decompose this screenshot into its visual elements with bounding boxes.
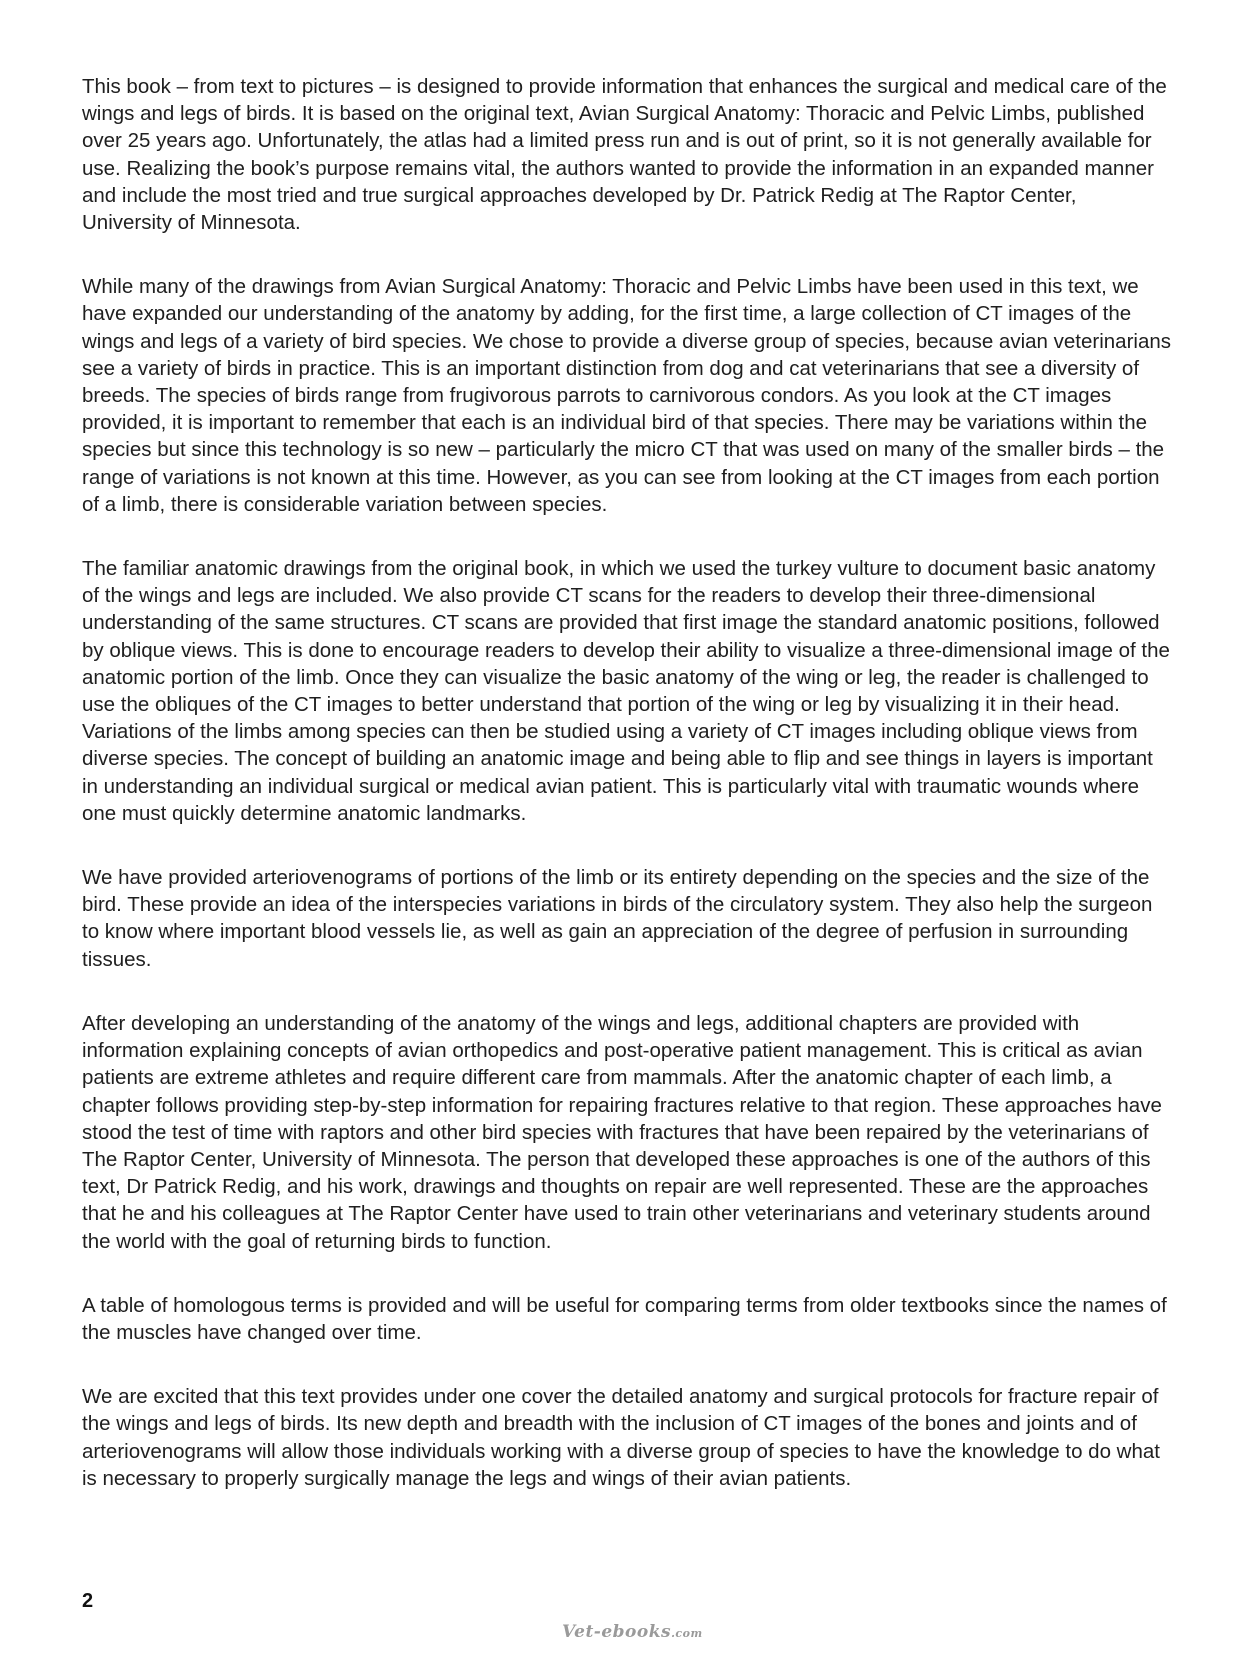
paragraph-arteriovenograms: We have provided arteriovenograms of portions of the limb or its entirety depending on the species and the size of the bird. These provide an idea of the interspecies variations in birds of the circulatory system. They also help the surgeon to know where important blood vessels lie, as well as gain an appreciation of the degree of perfusion in surrounding tissues. bbox=[82, 866, 1153, 971]
page-body bbox=[82, 73, 1172, 1529]
paragraph-homologous-terms: A table of homologous terms is provided and will be useful for comparing terms from older textbooks since the names of the muscles have changed over time. bbox=[82, 1293, 1167, 1344]
paragraph-conclusion: We are excited that this text provides under one cover the detailed anatomy and surgical protocols for fracture repair of the wings and legs of birds. Its new depth and breadth with the inclusion of CT images of the bones and joints and of arteriovenograms will allow those individuals working with a diverse group of species to have the knowledge to do what is necessary to properly surgically manage the legs and wings of their avian patients. bbox=[82, 1385, 1160, 1490]
paragraph-orthopedics: After developing an understanding of the anatomy of the wings and legs, additional chapters are provided with information explaining concepts of avian orthopedics and post-operative patient management. This is critical as avian patients are extreme athletes and require different care from mammals. After the anatomic chapter of each limb, a chapter follows providing step-by-step information for repairing fractures relative to that region. These approaches have stood the test of time with raptors and other bird species with fractures that have been repaired by the veterinarians of The Raptor Center, University of Minnesota. The person that developed these approaches is one of the authors of this text, Dr Patrick Redig, and his work, drawings and thoughts on repair are well represented. These are the approaches that he and his colleagues at The Raptor Center have used to train other veterinarians and veterinary students around the world with the goal of returning birds to function. bbox=[82, 1011, 1162, 1253]
paragraph-anatomic-drawings: The familiar anatomic drawings from the original book, in which we used the turkey vulture to document basic anatomy of the wings and legs are included. We also provide CT scans for the readers to develop their three-dimensional understanding of the same structures. CT scans are provided that first image the standard anatomic positions, followed by oblique views. This is done to encourage readers to develop their ability to visualize a three-dimensional image of the anatomic portion of the limb. Once they can visualize the basic anatomy of the wing or leg, the reader is challenged to use the obliques of the CT images to better understand that portion of the wing or leg by visualizing it in their head. Variations of the limbs among species can then be studied using a variety of CT images including oblique views from diverse species. The concept of building an anatomic image and being able to flip and see things in layers is important in understanding an individual surgical or medical avian patient. This is particularly vital with traumatic wounds where one must quickly determine anatomic landmarks. bbox=[82, 557, 1170, 825]
paragraph-ct-images: While many of the drawings from Avian Surgical Anatomy: Thoracic and Pelvic Limbs have been used in this text, we have expanded our understanding of the anatomy by adding, for the first time, a large collection of CT images of the wings and legs of a variety of bird species. We chose to provide a diverse group of species, because avian veterinarians see a variety of birds in practice. This is an important distinction from dog and cat veterinarians that see a diversity of breeds. The species of birds range from frugivorous parrots to carnivorous condors. As you look at the CT images provided, it is important to remember that each is an individual bird of that species. There may be variations within the species but since this technology is so new – particularly the micro CT that was used on many of the smaller birds – the range of variations is not known at this time. However, as you can see from looking at the CT images from each portion of a limb, there is considerable variation between species. bbox=[82, 275, 1172, 516]
watermark-logo bbox=[562, 1622, 703, 1642]
page-number: 2 bbox=[82, 1590, 94, 1612]
watermark-domain: .com bbox=[671, 1627, 703, 1640]
paragraph-intro: This book – from text to pictures – is designed to provide information that enhances the surgical and medical care of the wings and legs of birds. It is based on the original text, Avian Surgical Anatomy: Thoracic and Pelvic Limbs, published over 25 years ago. Unfortunately, the atlas had a limited press run and is out of print, so it is not generally available for use. Realizing the book’s purpose remains vital, the authors wanted to provide the information in an expanded manner and include the most tried and true surgical approaches developed by Dr. Patrick Redig at The Raptor Center, University of Minnesota. bbox=[82, 75, 1167, 235]
watermark-name: Vet-ebooks bbox=[562, 1622, 672, 1642]
